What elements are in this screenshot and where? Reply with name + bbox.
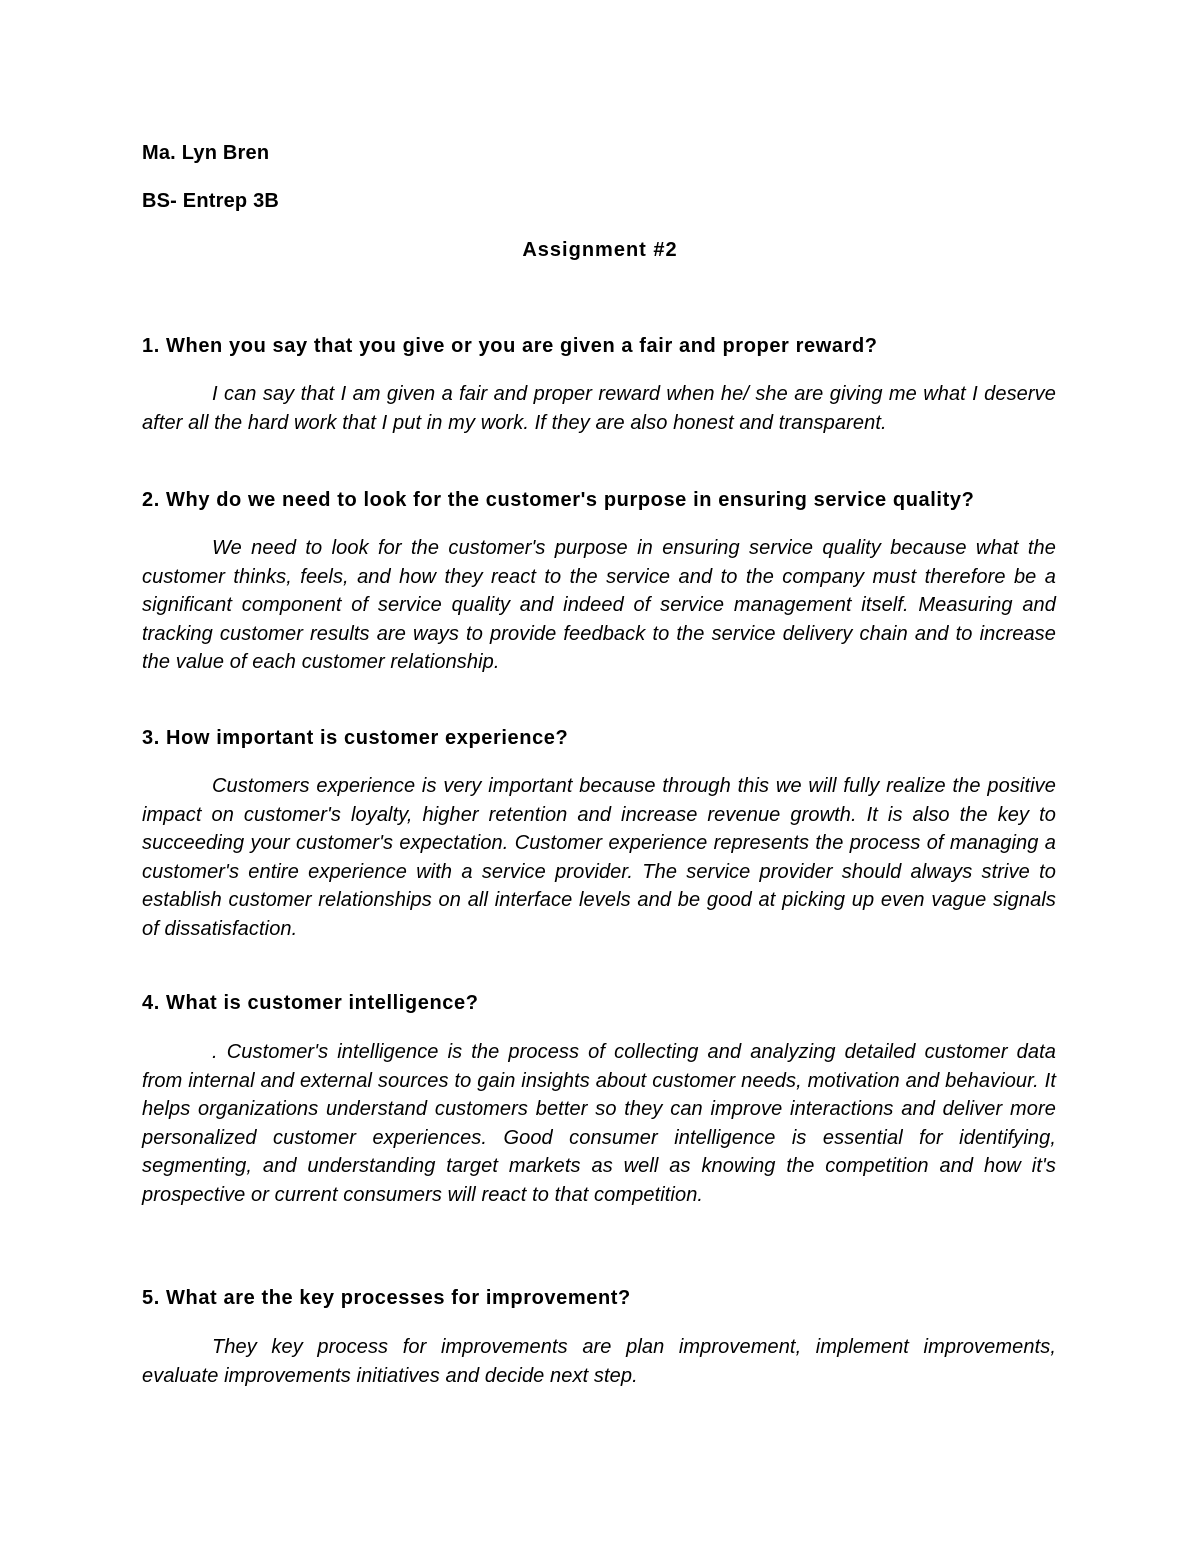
question-1: 1. When you say that you give or you are given a fair and proper reward? [142,335,878,357]
assignment-title: Assignment #2 [522,239,678,261]
question-5: 5. What are the key processes for improvement? [142,1287,631,1309]
question-3: 3. How important is customer experience? [142,727,569,749]
course-section: BS- Entrep 3B [142,190,280,212]
answer-1: I can say that I am given a fair and proper reward when he/ she are giving me what I deserve after all the hard work that I put in my work. If they are also honest and transparent. [142,383,1056,434]
answer-2: We need to look for the customer's purpose in ensuring service quality because what the customer thinks, feels, and how they react to the service and to the company must therefore be a significant component of service quality and indeed of service management itself. Measuring and tracking customer results are ways to provide feedback to the service delivery chain and to increase the value of each customer relationship. [142,537,1056,673]
answer-4: . Customer's intelligence is the process of collecting and analyzing detailed customer data from internal and external sources to gain insights about customer needs, motivation and behaviour. It helps organizations understand customers better so they can improve interactions and deliver more personalized customer experiences. Good consumer intelligence is essential for identifying, segmenting, and understanding target markets as well as knowing the competition and how it's prospective or current consumers will react to that competition. [142,1041,1056,1206]
answer-3: Customers experience is very important because through this we will fully realize the positive impact on customer's loyalty, higher retention and increase revenue growth. It is also the key to succeeding your customer's expectation. Customer experience represents the process of managing a customer's entire experience with a service provider. The service provider should always strive to establish customer relationships on all interface levels and be good at picking up even vague signals of dissatisfaction. [142,775,1056,940]
author-name: Ma. Lyn Bren [142,142,270,164]
question-2: 2. Why do we need to look for the customer's purpose in ensuring service quality? [142,489,975,511]
answer-5: They key process for improvements are plan improvement, implement improvements, evaluate improvements initiatives and decide next step. [142,1336,1056,1387]
question-4: 4. What is customer intelligence? [142,992,479,1014]
